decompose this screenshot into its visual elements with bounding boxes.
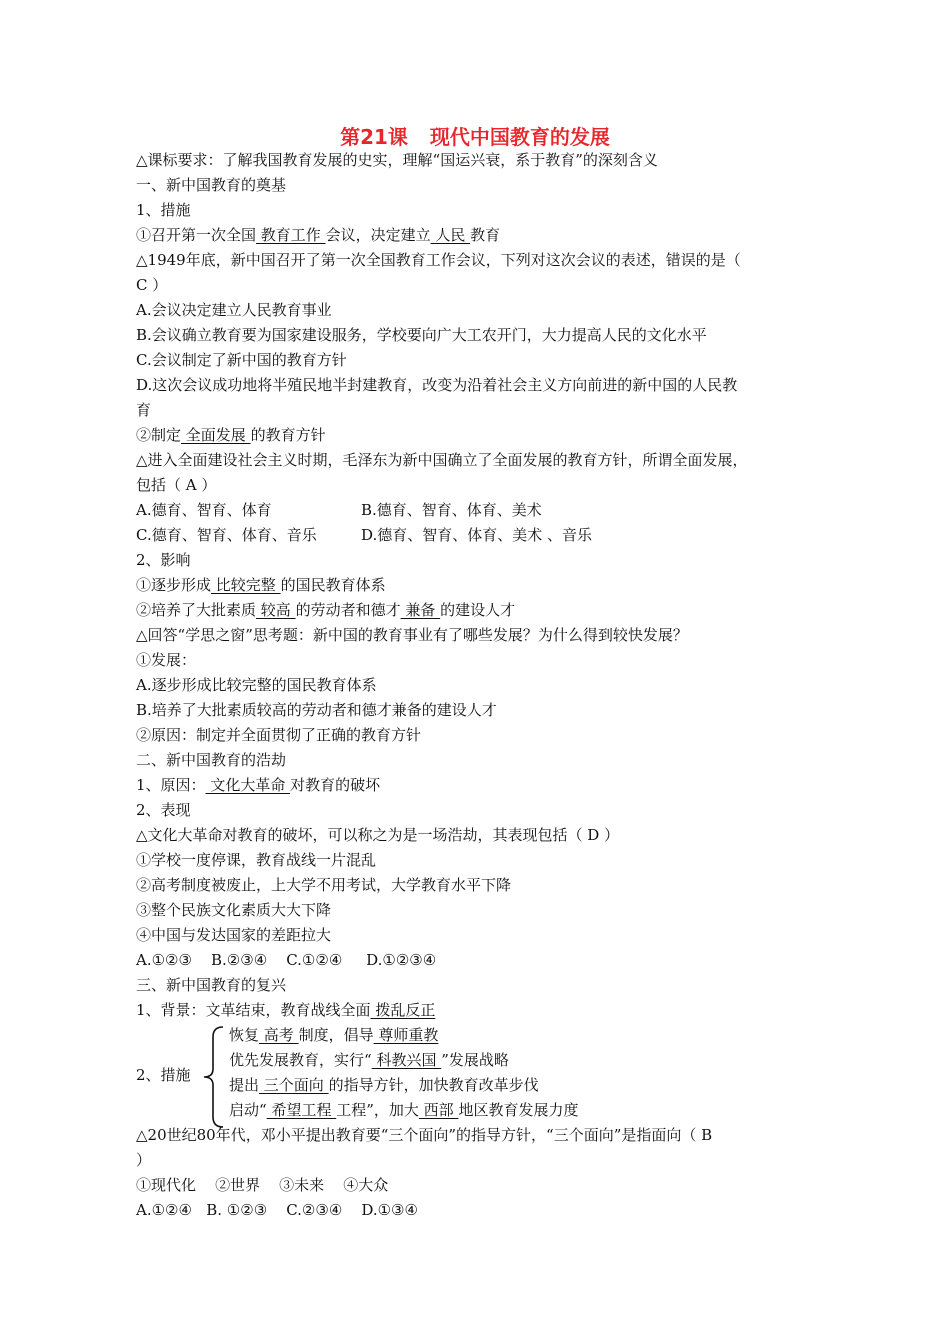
answer-development: ①发展： [136, 651, 197, 669]
lesson-number: 第21课 [340, 125, 408, 149]
fill-blank: 人民 [430, 226, 471, 244]
answer-reason: ②原因：制定并全面贯彻了正确的教育方针 [136, 726, 422, 744]
cause-line: 1、原因： 文化大革命 对教育的破坏 [136, 776, 381, 794]
revival-measure-2: 优先发展教育，实行“ 科教兴国 ”发展战略 [229, 1051, 509, 1069]
fill-blank: 全面发展 [181, 426, 251, 444]
lesson-name: 现代中国教育的发展 [429, 125, 610, 149]
question-2: △进入全面建设社会主义时期，毛泽东为新中国确立了全面发展的教育方针，所谓全面发展， [136, 451, 748, 469]
item-1: ①学校一度停课，教育战线一片混乱 [136, 851, 377, 869]
question-5: △20世纪80年代，邓小平提出教育要“三个面向”的指导方针，“三个面向”是指面向（ B [136, 1126, 713, 1144]
subheading-manifestation: 2、表现 [136, 801, 191, 819]
question-5-items: ①现代化 ②世界 ③未来 ④大众 [136, 1176, 389, 1194]
fill-blank: 较高 [256, 601, 296, 619]
fill-blank: 兼备 [400, 601, 441, 619]
subheading-influence: 2、影响 [136, 551, 191, 569]
fill-blank: 尊师重教 [373, 1026, 439, 1044]
fill-blank: 科教兴国 [371, 1051, 442, 1069]
influence-item-2: ②培养了大批素质 较高 的劳动者和德才 兼备 的建设人才 [136, 601, 516, 619]
option-b: B.德育、智育、体育、美术 [361, 501, 542, 519]
item-4: ④中国与发达国家的差距拉大 [136, 926, 332, 944]
measure-item-1: ①召开第一次全国 教育工作 会议，决定建立 人民 教育 [136, 226, 501, 244]
option-d: D.这次会议成功地将半殖民地半封建教育，改变为沿着社会主义方向前进的新中国的人民教 [136, 376, 738, 394]
revival-measure-1: 恢复 高考 制度，倡导 尊师重教 [229, 1026, 439, 1044]
fill-blank: 西部 [418, 1101, 459, 1119]
background-line: 1、背景：文革结束，教育战线全面 拨乱反正 [136, 1001, 436, 1019]
section-heading-3: 三、新中国教育的复兴 [136, 976, 287, 994]
answer-point-a: A.逐步形成比较完整的国民教育体系 [136, 676, 377, 694]
fill-blank: 高考 [259, 1026, 299, 1044]
subheading-measures: 1、措施 [136, 201, 191, 219]
fill-blank: 比较完整 [211, 576, 281, 594]
section-heading-1: 一、新中国教育的奠基 [136, 176, 287, 194]
question-5-continued: ） [136, 1151, 152, 1169]
question-1: △1949年底，新中国召开了第一次全国教育工作会议，下列对这次会议的表述，错误的是（ [136, 251, 741, 269]
item-3: ③整个民族文化素质大大下降 [136, 901, 332, 919]
answer-point-b: B.培养了大批素质较高的劳动者和德才兼备的建设人才 [136, 701, 497, 719]
option-c: C.会议制定了新中国的教育方针 [136, 351, 347, 369]
option-c: C.德育、智育、体育、音乐 [136, 526, 317, 544]
curriculum-requirement: △课标要求：了解我国教育发展的史实，理解“国运兴衰，系于教育”的深刻含义 [136, 151, 658, 169]
option-d-continued: 育 [136, 401, 152, 419]
option-d: D.德育、智育、体育、美术 、音乐 [361, 526, 593, 544]
question-3: △回答“学思之窗”思考题：新中国的教育事业有了哪些发展？为什么得到较快发展？ [136, 626, 688, 644]
question-2-answer: 包括（ A ） [136, 476, 217, 494]
curly-brace [201, 1025, 227, 1129]
measure-item-2: ②制定 全面发展 的教育方针 [136, 426, 326, 444]
question-4: △文化大革命对教育的破坏，可以称之为是一场浩劫，其表现包括（ D ） [136, 826, 620, 844]
revival-measure-4: 启动“ 希望工程 工程”，加大 西部 地区教育发展力度 [229, 1101, 579, 1119]
page-title [0, 124, 950, 150]
question-5-options: A.①②④ B. ①②③ C.②③④ D.①③④ [136, 1201, 418, 1219]
subheading-measures-2: 2、措施 [136, 1066, 191, 1084]
fill-blank: 希望工程 [266, 1101, 337, 1119]
influence-item-1: ①逐步形成 比较完整 的国民教育体系 [136, 576, 386, 594]
fill-blank: 教育工作 [256, 226, 326, 244]
question-1-answer: C ） [136, 276, 168, 294]
question-4-options: A.①②③ B.②③④ C.①②④ D.①②③④ [136, 951, 437, 969]
revival-measure-3: 提出 三个面向 的指导方针，加快教育改革步伐 [229, 1076, 539, 1094]
item-2: ②高考制度被废止，上大学不用考试，大学教育水平下降 [136, 876, 512, 894]
fill-blank: 三个面向 [259, 1076, 329, 1094]
fill-blank: 拨乱反正 [370, 1001, 436, 1019]
option-a: A.德育、智育、体育 [136, 501, 272, 519]
option-a: A.会议决定建立人民教育事业 [136, 301, 332, 319]
option-b: B.会议确立教育要为国家建设服务，学校要向广大工农开门，大力提高人民的文化水平 [136, 326, 707, 344]
section-heading-2: 二、新中国教育的浩劫 [136, 751, 287, 769]
fill-blank: 文化大革命 [205, 776, 291, 794]
